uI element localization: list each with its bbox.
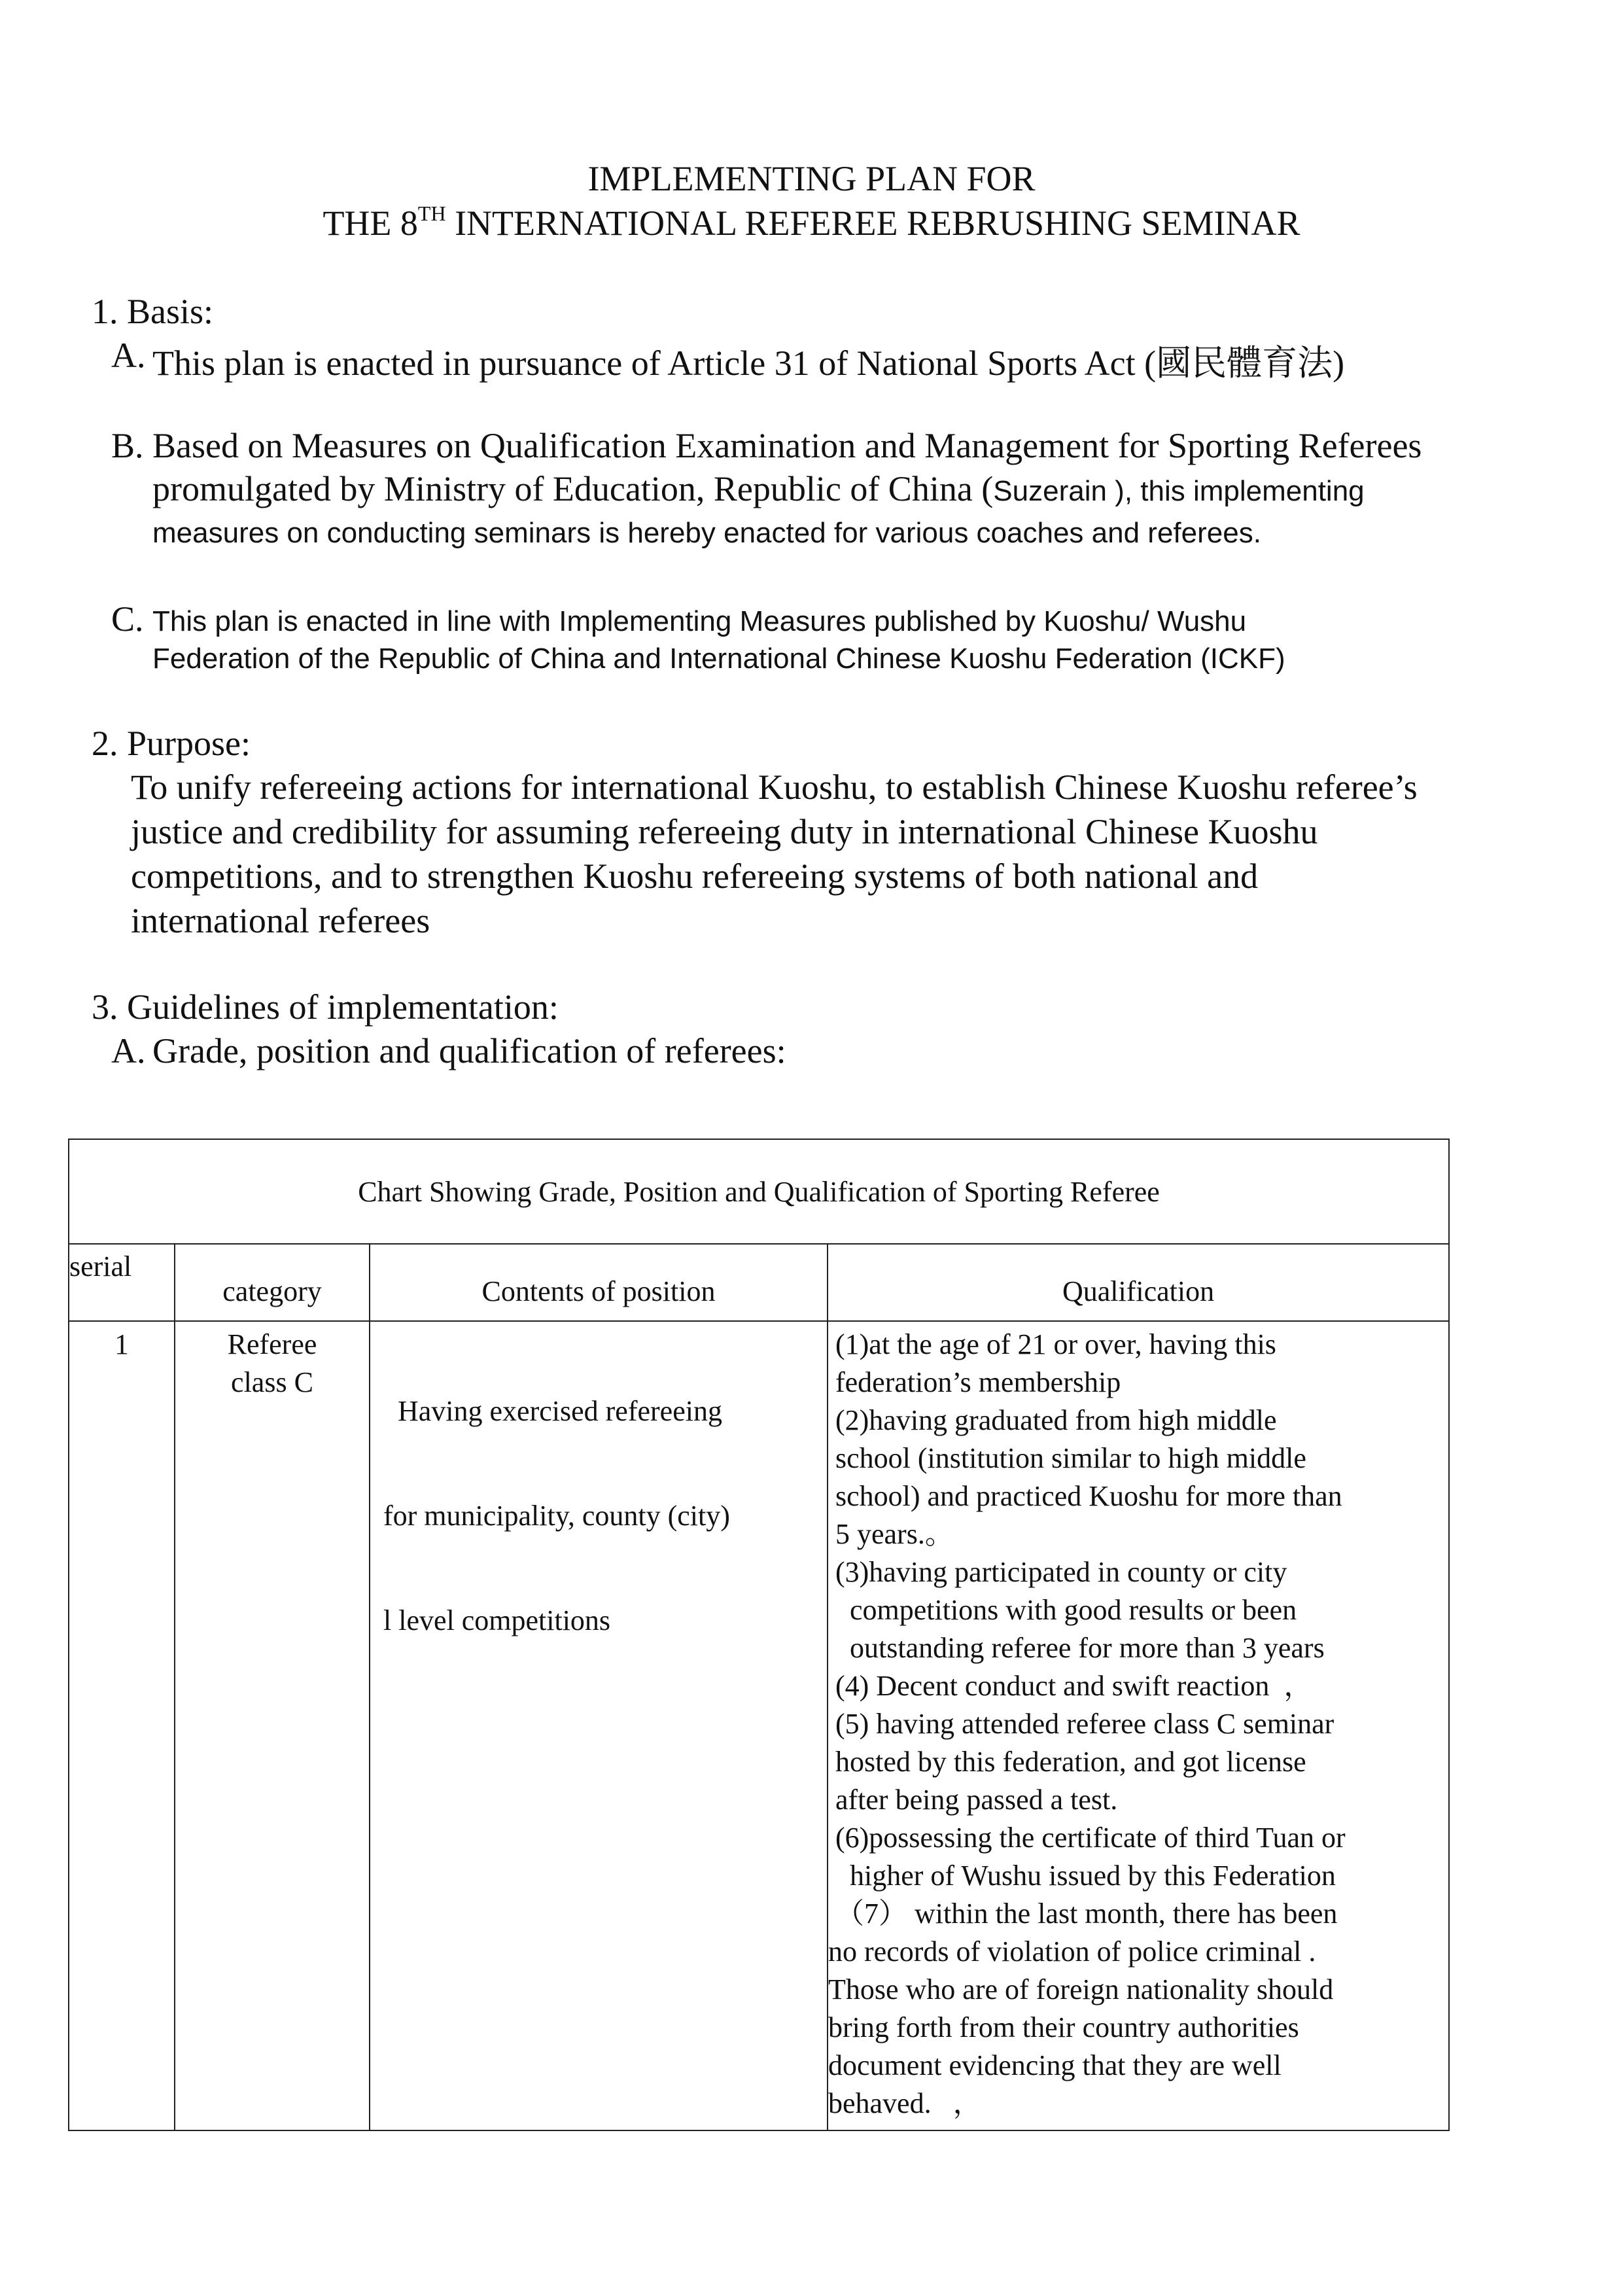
qualification-line-5: school) and practiced Kuoshu for more than: [828, 1480, 1342, 1512]
row-contents-line-2: for municipality, county (city): [383, 1500, 730, 1532]
qualification-line-19: bring forth from their country authorities: [828, 2011, 1299, 2043]
basis-heading: 1. Basis:: [92, 292, 214, 331]
header-contents: [370, 1244, 828, 1321]
basis-c-marker: C.: [111, 599, 144, 639]
qualification-line-21: behaved. ，: [828, 2087, 982, 2119]
qualification-line-6: 5 years.。: [828, 1518, 954, 1550]
table-title: Chart Showing Grade, Position and Qualification of Sporting Referee: [69, 1139, 1449, 1244]
header-serial-label: serial: [69, 1250, 132, 1282]
qualification-line-18: Those who are of foreign nationality should: [828, 1973, 1334, 2005]
table-row: [69, 1321, 1449, 2130]
purpose-line-2: justice and credibility for assuming refereeing duty in international Chinese Kuoshu: [131, 812, 1318, 851]
basis-c-line1: This plan is enacted in line with Implementing Measures published by Kuoshu/ Wushu: [152, 605, 1247, 637]
title-line2-post: INTERNATIONAL REFEREE REBRUSHING SEMINAR: [445, 203, 1300, 243]
guidelines-a-marker: A.: [111, 1031, 146, 1070]
purpose-line-1: To unify refereeing actions for international Kuoshu, to establish Chinese Kuoshu referee’s: [131, 768, 1418, 807]
basis-b-line1: Based on Measures on Qualification Examination and Management for Sporting Referees: [152, 426, 1422, 465]
header-category: [175, 1244, 370, 1321]
qualification-line-12: hosted by this federation, and got license: [828, 1746, 1306, 1778]
row-category-cell: [175, 1321, 370, 2130]
row-serial: 1: [114, 1328, 129, 1360]
title-line2-pre: THE 8: [323, 203, 418, 243]
qualification-line-4: school (institution similar to high middle: [828, 1442, 1306, 1474]
row-contents-line-3: l level competitions: [383, 1604, 611, 1636]
qualification-line-2: federation’s membership: [828, 1366, 1121, 1398]
row-contents-line-1: Having exercised refereeing: [383, 1395, 722, 1427]
guidelines-heading: 3. Guidelines of implementation:: [92, 987, 559, 1027]
referee-grade-table: [68, 1139, 1450, 2131]
basis-b-line2-sans: Suzerain ), this implementing: [993, 475, 1365, 507]
header-qualification: [828, 1244, 1449, 1321]
basis-c-line2: Federation of the Republic of China and International Chinese Kuoshu Federation (ICKF): [152, 643, 1285, 675]
qualification-line-13: after being passed a test.: [828, 1784, 1118, 1816]
row-serial-cell: [69, 1321, 175, 2130]
qualification-line-8: competitions with good results or been: [828, 1594, 1297, 1626]
qualification-line-1: (1)at the age of 21 or over, having this: [828, 1328, 1276, 1360]
qualification-line-16: （7） within the last month, there has been: [828, 1898, 1338, 1930]
basis-b-line3: measures on conducting seminars is hereby enacted for various coaches and referees.: [152, 517, 1261, 549]
qualification-line-20: document evidencing that they are well: [828, 2049, 1282, 2081]
row-category-line-2: class C: [231, 1366, 313, 1398]
purpose-line-4: international referees: [131, 901, 430, 940]
basis-b-marker: B.: [111, 426, 144, 465]
qualification-line-3: (2)having graduated from high middle: [828, 1404, 1277, 1436]
row-category-line-1: Referee: [227, 1328, 317, 1360]
qualification-line-9: outstanding referee for more than 3 years: [828, 1632, 1325, 1664]
row-qualification-cell: [828, 1321, 1449, 2130]
purpose-heading: 2. Purpose:: [92, 724, 251, 763]
document-title-line1: IMPLEMENTING PLAN FOR: [587, 159, 1036, 198]
basis-a-marker: A.: [111, 336, 146, 375]
guidelines-a-text: Grade, position and qualification of referees:: [152, 1031, 786, 1070]
basis-b-line2-serif: promulgated by Ministry of Education, Republic of China (: [152, 469, 994, 508]
qualification-line-10: (4) Decent conduct and swift reaction ，: [828, 1670, 1313, 1702]
qualification-line-7: (3)having participated in county or city: [828, 1556, 1287, 1588]
qualification-line-14: (6)possessing the certificate of third Tuan or: [828, 1822, 1346, 1854]
document-title-line2: [0, 202, 1623, 243]
header-qualification-label: Qualification: [1062, 1275, 1215, 1307]
basis-b-line2: [152, 468, 1365, 509]
header-category-label: category: [222, 1275, 322, 1307]
qualification-line-15: higher of Wushu issued by this Federation: [828, 1860, 1336, 1892]
basis-a-text: This plan is enacted in pursuance of Article 31 of National Sports Act (國民體育法): [152, 344, 1345, 383]
qualification-line-11: (5) having attended referee class C seminar: [828, 1708, 1335, 1740]
title-line2-superscript: TH: [417, 202, 446, 225]
header-contents-label: Contents of position: [481, 1275, 716, 1307]
purpose-line-3: competitions, and to strengthen Kuoshu refereeing systems of both national and: [131, 857, 1259, 896]
qualification-line-17: no records of violation of police criminal .: [828, 1935, 1316, 1968]
row-contents-cell: [370, 1321, 828, 2130]
header-serial: [69, 1244, 175, 1321]
table-header-row: [69, 1244, 1449, 1321]
